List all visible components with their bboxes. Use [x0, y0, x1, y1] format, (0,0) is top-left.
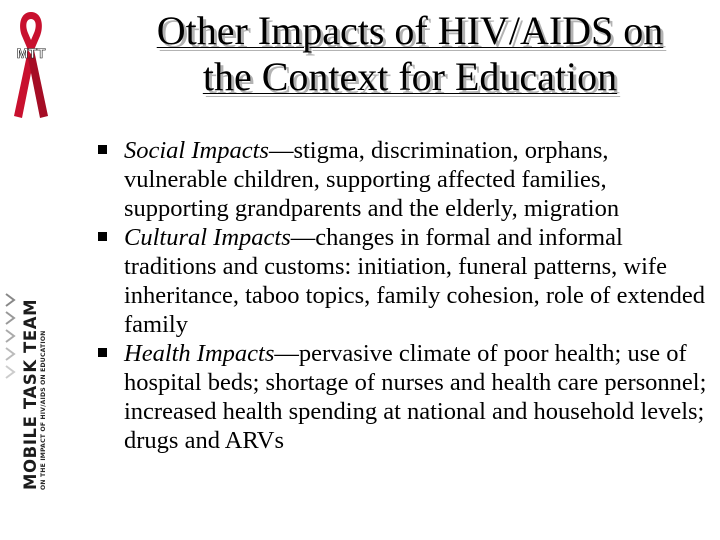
bullet-text: —stigma, discrimination, orphans, vulnerable children, supporting affected families, supporting grandparents and the elderly, migration: [124, 137, 620, 222]
bullet-text: —pervasive climate of poor health; use of hospital beds; shortage of nurses and health care personnel; increased health spending at national and household levels; drugs and ARVs: [124, 340, 707, 454]
bullet-social-impacts: [98, 136, 708, 223]
square-bullet-icon: [98, 145, 107, 154]
bullet-cultural-impacts: [98, 223, 708, 339]
bullet-heading: Cultural Impacts: [124, 224, 291, 251]
bullet-text: —changes in formal and informal traditions and customs: initiation, funeral patterns, wife inheritance, taboo topics, family cohesion, role of extended family: [124, 224, 706, 338]
bullet-heading: Social Impacts: [124, 137, 269, 164]
sidebar-branding: [0, 0, 62, 540]
vertical-brand: [20, 290, 50, 490]
square-bullet-icon: [98, 232, 107, 241]
square-bullet-icon: [98, 348, 107, 357]
red-ribbon-logo: [6, 6, 56, 124]
bullet-health-impacts: [98, 339, 708, 455]
brand-sub-text: ON THE IMPACT OF HIV/AIDS ON EDUCATION: [40, 330, 47, 490]
slide-title: [100, 8, 720, 100]
bullet-heading: Health Impacts: [124, 340, 275, 367]
title-line-1: Other Impacts of HIV/AIDS on: [156, 8, 664, 53]
logo-text: MTT: [16, 45, 46, 61]
brand-main-text: MOBILE TASK TEAM: [21, 298, 40, 490]
bullet-list: [98, 136, 708, 455]
chevron-arrows-icon: [4, 290, 18, 440]
title-line-2: the Context for Education: [202, 54, 618, 99]
